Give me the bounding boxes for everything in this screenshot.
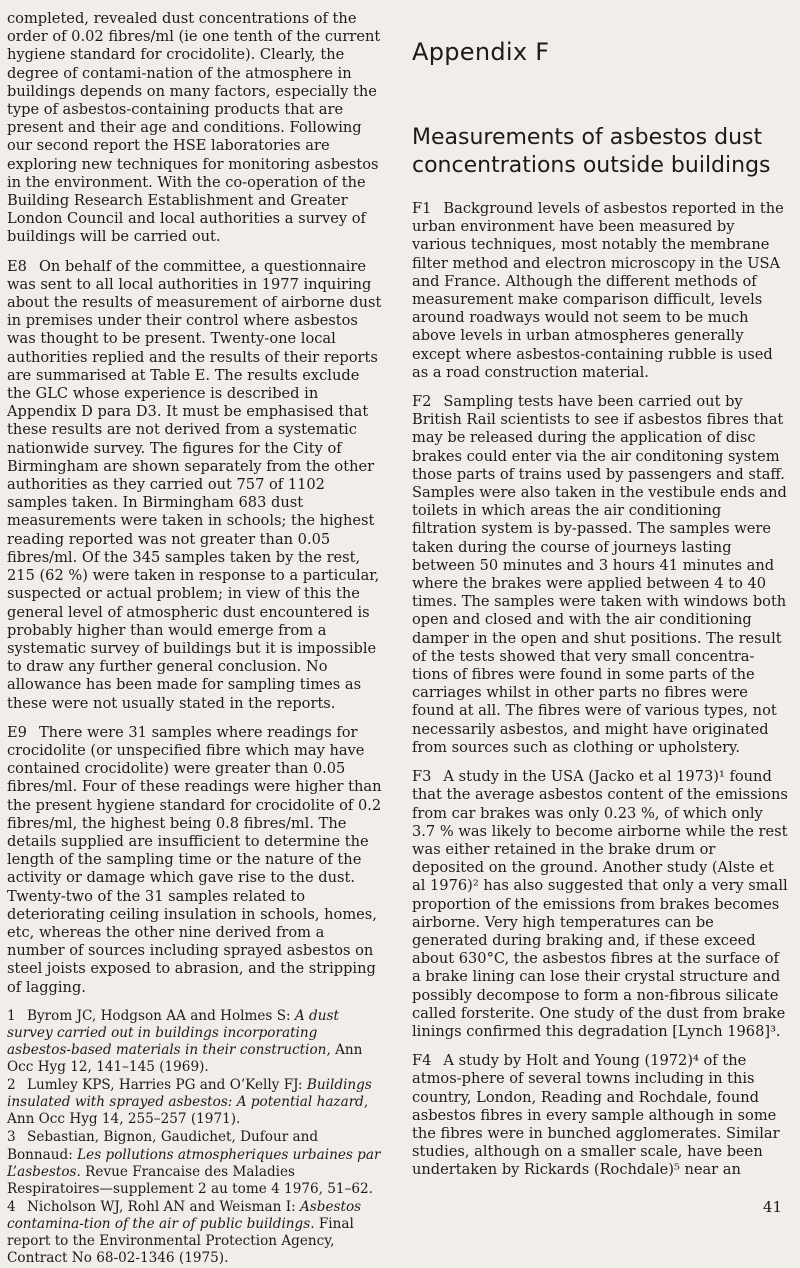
paragraph-f1 [412,200,788,382]
reference-item: 4 Nicholson WJ, Rohl AN and Weisman I: Asbestos contamina-tion of the air of public buildings. Final report to the Environmental Protection Agency, Contract No 68-02-1346 (1975). [7,1198,362,1267]
reference-item: 1 Byrom JC, Hodgson AA and Holmes S: A dust survey carried out in buildings incorporating asbestos-based materials in their construction, Ann Occ Hyg 12, 141–145 (1969). [7,1007,363,1076]
intro-paragraph: completed, revealed dust concentrations of the order of 0.02 fibres/ml (ie one tenth of the current hygiene standard for crocidolite). Clearly, the degree of contami-nation of the atmosphere in buildings depends on many factors, especially the type of asbestos-containing products that are present and their age and conditions. Following our second report the HSE laboratories are exploring new techniques for monitoring asbestos in the environment. With the co-operation of the Building Research Establishment and Greater London Council and local authorities a survey of buildings will be carried out. [7,10,381,246]
paragraph-number: F3 [412,768,432,786]
left-column [7,10,382,1268]
appendix-title: Appendix F [412,38,550,66]
paragraph-f4 [412,1052,788,1179]
paragraph-text: Background levels of asbestos reported in the urban environment have been measured by various techniques, most notably the membrane filter method and electron microscopy in the USA and France. Although the different methods of measurement make comparison difficult, levels around roadways would not seem to be much above levels in urban atmospheres generally except where asbestos-containing rubble is used as a road construction material. [412,200,784,381]
paragraph-e8 [7,258,382,713]
paragraph-text: On behalf of the committee, a questionnaire was sent to all local authorities in 1977 inquiring about the results of measurement of airborne dust in premises under their control where asbestos was thought to be present. Twenty-one local authorities replied and the results of their reports are summarised at Table E. The results exclude the GLC whose experience is described in Appendix D para D3. It must be emphasised that these results are not derived from a systematic nationwide survey. The figures for the City of Birmingham are shown separately from the other authorities as they carried out 757 of 1102 samples taken. In Birmingham 683 dust measurements were taken in schools; the highest reading reported was not greater than 0.05 fibres/ml. Of the 345 samples taken by the rest, 215 (62 %) were taken in response to a particular, suspected or actual problem; in view of this the general level of atmospheric dust encountered is probably higher than would emerge from a systematic survey of buildings but it is impossible to draw any further general conclusion. No allowance has been made for sampling times as these were not usually stated in the reports. [7,257,382,712]
paragraph-f3 [412,768,788,1041]
page-number: 41 [762,1198,782,1216]
paragraph-f2 [412,393,788,757]
paragraph-text: A study in the USA (Jacko et al 1973)¹ found that the average asbestos content of the emissions from car brakes was only 0.23 %, of which only 3.7 % was likely to become airborne while the rest was either retained in the brake drum or deposited on the ground. Another study (Alste et al 1976)² has also suggested that only a very small proportion of the emissions from brakes becomes airborne. Very high temperatures can be generated during braking and, if these exceed about 630°C, the asbestos fibres at the surface of a brake lining can lose their crystal structure and possibly decompose to form a non-fibrous silicate called forsterite. One study of the dust from brake linings confirmed this degradation [Lynch 1968]³. [412,768,788,1040]
paragraph-text: A study by Holt and Young (1972)⁴ of the atmos-phere of several towns including in this country, London, Reading and Rochdale, found asbestos fibres in every sample although in some the fibres were in bunched agglomerates. Similar studies, although on a smaller scale, have been undertaken by Rickards (Rochdale)⁵ near an [412,1052,780,1179]
paragraph-number: F2 [412,393,432,411]
reference-list [7,1008,382,1267]
paragraph-e9 [7,724,382,997]
appendix-subtitle: Measurements of asbestos dust concentrations outside buildings [412,125,771,178]
paragraph-number: E9 [7,723,27,741]
paragraph-text: Sampling tests have been carried out by British Rail scientists to see if asbestos fibres that may be released during the application of disc brakes could enter via the air conditoning system those parts of trains used by passengers and staff. Samples were also taken in the vestibule ends and toilets in which areas the air conditioning filtration system is by-passed. The samples were taken during the course of journeys lasting between 50 minutes and 3 hours 41 minutes and where the brakes were applied between 4 to 40 times. The samples were taken with windows both open and closed and with the air conditioning damper in the open and shut positions. The result of the tests showed that very small concentra-tions of fibres were found in some parts of the carriages whilst in other parts no fibres were found at all. The fibres were of various types, not necessarily asbestos, and might have originated from sources such as clothing or upholstery. [412,393,787,756]
paragraph-number: F1 [412,200,432,217]
paragraph-number: E8 [7,257,27,275]
reference-item: 3 Sebastian, Bignon, Gaudichet, Dufour and Bonnaud: Les pollutions atmospheriques urbaines par L’asbestos. Revue Francaise des Maladies Respiratoires—supplement 2 au tome 4 1976, 51–62. [7,1129,381,1197]
reference-item: 2 Lumley KPS, Harries PG and O’Kelly FJ: Buildings insulated with sprayed asbestos: A potential hazard, Ann Occ Hyg 14, 255–257 (1971). [7,1077,372,1128]
paragraph-text: There were 31 samples where readings for crocidolite (or unspecified fibre which may have contained crocidolite) were greater than 0.05 fibres/ml. Four of these readings were higher than the present hygiene standard for crocidolite of 0.2 fibres/ml, the highest being 0.8 fibres/ml. The details supplied are insufficient to determine the length of the sampling time or the nature of the activity or damage which gave rise to the dust. Twenty-two of the 31 samples related to deteriorating ceiling insulation in schools, homes, etc, whereas the other nine derived from a number of sources including sprayed asbestos on steel joists exposed to abrasion, and the stripping of lagging. [7,723,382,996]
right-column [412,10,788,1191]
paragraph-number: F4 [412,1052,432,1070]
